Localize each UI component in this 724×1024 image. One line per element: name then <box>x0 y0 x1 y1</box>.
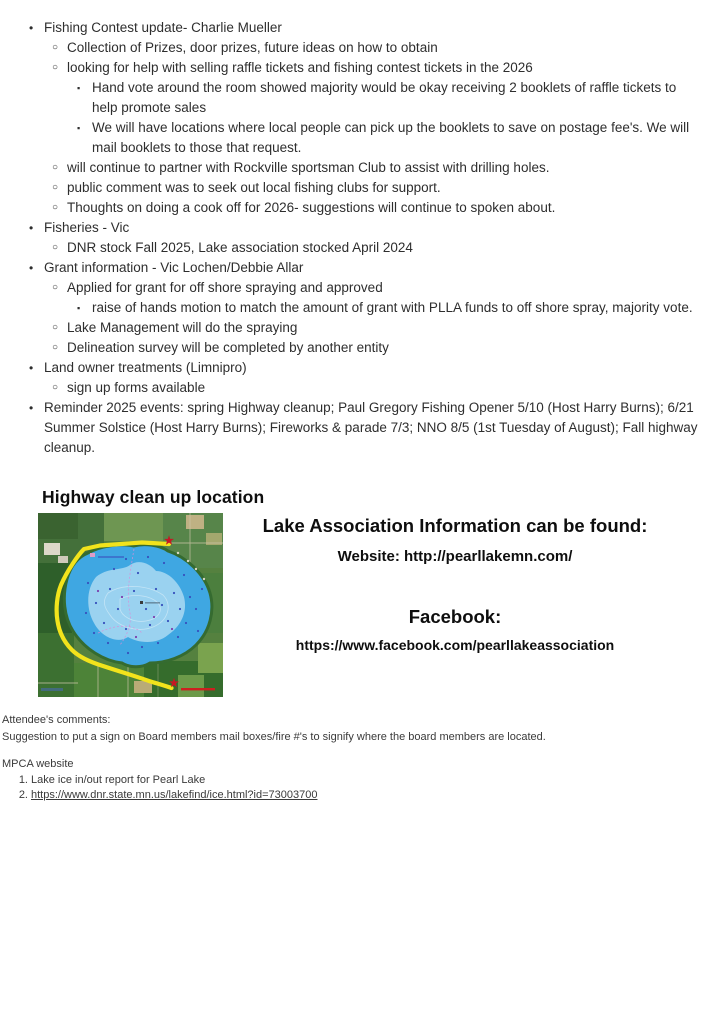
lake-name-label <box>90 553 95 557</box>
bullet-marker: ○ <box>52 182 59 193</box>
bullet-marker: • <box>29 361 34 375</box>
center-label-text <box>145 602 160 604</box>
list-item <box>0 198 702 218</box>
list-item-text: Reminder 2025 events: spring Highway cleanup; Paul Gregory Fishing Opener 5/10 (Host Harry Burns); 6/21 Summer Solstice (Host Harry Burns); Fireworks & parade 7/3; NNO 8/5 (1st Tuesday of August); Fall highway cleanup. <box>44 400 698 455</box>
list-item-text: Grant information - Vic Lochen/Debbie Allar <box>44 260 304 275</box>
list-item <box>0 378 702 398</box>
bullet-marker: ○ <box>52 282 59 293</box>
bullet-marker: • <box>29 401 34 415</box>
map-attribution <box>41 688 63 691</box>
mpca-item-text: Lake ice in/out report for Pearl Lake <box>31 773 206 786</box>
list-item-text: public comment was to seek out local fishing clubs for support. <box>67 180 441 195</box>
bullet-marker: ○ <box>52 42 59 53</box>
bullet-marker: ○ <box>52 162 59 173</box>
mpca-heading: MPCA website <box>2 758 74 770</box>
mpca-section <box>2 757 702 804</box>
list-item-text: Lake Management will do the spraying <box>67 320 298 335</box>
list-item-text: Fishing Contest update- Charlie Mueller <box>44 20 282 35</box>
bullet-marker: ○ <box>52 202 59 213</box>
list-item-text: Thoughts on doing a cook off for 2026- suggestions will continue to spoken about. <box>67 200 556 215</box>
bullet-marker: ▪ <box>77 303 81 313</box>
lake-tiny-text <box>98 556 124 558</box>
bullet-marker: • <box>29 221 34 235</box>
list-number: 2. <box>18 789 28 801</box>
attendee-comments-text: Suggestion to put a sign on Board members mail boxes/fire #'s to signify where the board members are located. <box>2 731 546 743</box>
list-item-text: raise of hands motion to match the amount of grant with PLLA funds to off shore spray, majority vote. <box>92 300 693 315</box>
list-item <box>0 158 702 178</box>
list-item <box>0 118 702 158</box>
attendee-comments-heading: Attendee's comments: <box>2 714 111 726</box>
list-item-text: Delineation survey will be completed by another entity <box>67 340 389 355</box>
bullet-marker: ▪ <box>77 83 81 93</box>
list-item <box>0 338 702 358</box>
list-item-text: looking for help with selling raffle tickets and fishing contest tickets in the 2026 <box>67 60 533 75</box>
mpca-list-item <box>2 773 702 789</box>
list-item <box>0 238 702 258</box>
list-item-text: Applied for grant for off shore spraying and approved <box>67 280 383 295</box>
list-item-text: Hand vote around the room showed majority would be okay receiving 2 booklets of raffle tickets to help promote sales <box>92 80 677 115</box>
attendee-comments <box>2 712 702 746</box>
list-item <box>0 58 702 78</box>
info-heading: Lake Association Information can be found: <box>262 515 648 536</box>
bullet-marker: ○ <box>52 382 59 393</box>
list-item <box>0 258 702 278</box>
list-item <box>0 178 702 198</box>
bullet-marker: ○ <box>52 342 59 353</box>
list-item-text: sign up forms available <box>67 380 206 395</box>
bullet-marker: ▪ <box>77 123 81 133</box>
mpca-link[interactable]: https://www.dnr.state.mn.us/lakefind/ice.html?id=73003700 <box>31 789 318 801</box>
map-scale-bar <box>181 688 215 690</box>
list-item-text: We will have locations where local people can pick up the booklets to save on postage fee's. We will mail booklets to those that request. <box>92 120 690 155</box>
list-item-text: Collection of Prizes, door prizes, future ideas on how to obtain <box>67 40 438 55</box>
bullet-marker: • <box>29 21 34 35</box>
facebook-url: https://www.facebook.com/pearllakeassociation <box>295 637 615 653</box>
mpca-list-item <box>2 788 702 804</box>
list-item <box>0 78 702 118</box>
map-image <box>38 513 223 697</box>
bullet-marker: ○ <box>52 62 59 73</box>
list-item <box>0 218 702 238</box>
list-item-text: Land owner treatments (Limnipro) <box>44 360 247 375</box>
list-item-text: Fisheries - Vic <box>44 220 130 235</box>
bullet-marker: ○ <box>52 322 59 333</box>
lake-association-info <box>230 514 680 654</box>
list-item <box>0 358 702 378</box>
highway-cleanup-map <box>38 513 223 697</box>
list-item <box>0 318 702 338</box>
list-item-text: DNR stock Fall 2025, Lake association stocked April 2024 <box>67 240 413 255</box>
list-item <box>0 278 702 298</box>
list-item-text: will continue to partner with Rockville sportsman Club to assist with drilling holes. <box>67 160 550 175</box>
list-number: 1. <box>18 773 28 786</box>
center-label <box>140 601 143 604</box>
mpca-list <box>2 773 702 804</box>
bullet-marker: ○ <box>52 242 59 253</box>
list-item <box>0 298 702 318</box>
list-item <box>0 18 702 38</box>
facebook-heading: Facebook: <box>408 606 502 627</box>
highway-cleanup-heading: Highway clean up location <box>42 487 265 507</box>
minutes-list <box>0 18 702 458</box>
list-item <box>0 398 702 458</box>
bullet-marker: • <box>29 261 34 275</box>
list-item <box>0 38 702 58</box>
website-line: Website: http://pearllakemn.com/ <box>337 548 573 565</box>
